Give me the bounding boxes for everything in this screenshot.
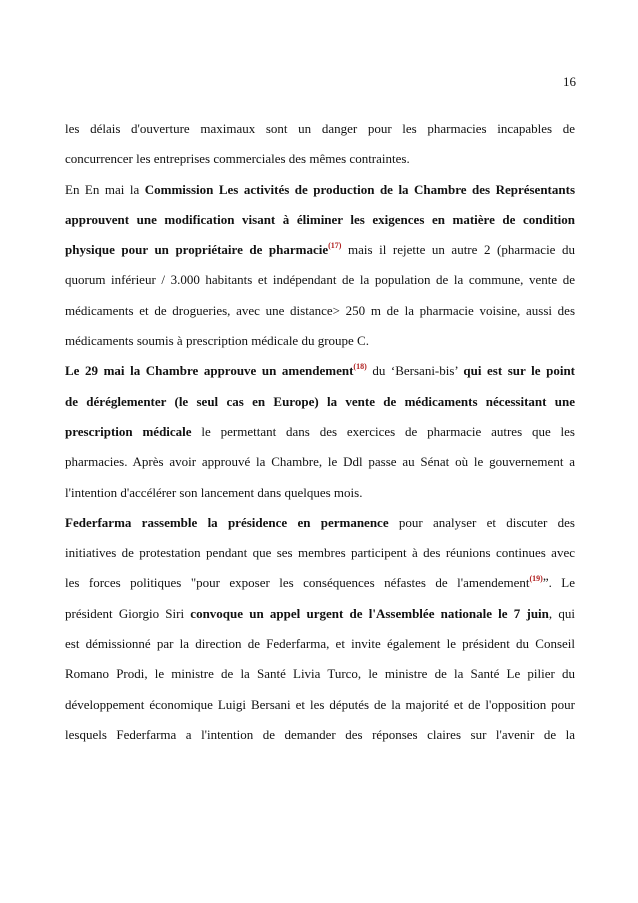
bold-text: qui est sur le point <box>463 363 575 379</box>
bold-text: physique pour un propriétaire de pharmacie <box>65 242 329 258</box>
bold-text: convoque un appel urgent de l'Assemblée nationale le 7 juin <box>190 605 549 621</box>
text-line <box>65 271 575 301</box>
text-line <box>65 574 575 604</box>
bold-text: de déréglementer (le seul cas en Europe) la vente de médicaments nécessitant une <box>65 393 575 409</box>
text-line <box>65 423 575 453</box>
line-text: initiatives de protestation pendant que ses membres participent à des réunions continues avec <box>65 545 575 561</box>
text-line <box>65 393 575 423</box>
text-line <box>65 544 575 574</box>
text-line <box>65 211 575 241</box>
bold-text: Federfarma rassemble la présidence en permanence <box>65 514 389 530</box>
line-text: quorum inférieur / 3.000 habitants et indépendant de la population de la commune, vente de <box>65 272 575 288</box>
text-line <box>65 150 575 180</box>
bold-text: prescription médicale <box>65 423 192 439</box>
line-text: président Giorgio Siri <box>65 605 191 621</box>
text-line <box>65 181 575 211</box>
line-text: médicaments et de drogueries, avec une distance> 250 m de la pharmacie voisine, aussi des <box>65 302 575 318</box>
text-line <box>65 120 575 150</box>
line-text: pharmacies. Après avoir approuvé la Chambre, le Ddl passe au Sénat où le gouvernement a <box>65 454 575 470</box>
line-text: lesquels Federfarma a l'intention de demander des réponses claires sur l'avenir de la <box>65 726 575 742</box>
line-text: ”. Le <box>542 575 575 591</box>
bold-text: Le 29 mai la Chambre approuve un amendement <box>65 363 354 379</box>
body-text <box>65 120 575 756</box>
line-text: le permettant dans des exercices de pharmacie autres que les <box>191 423 575 439</box>
line-text: les délais d'ouverture maximaux sont un danger pour les pharmacies incapables de <box>65 121 575 136</box>
text-line <box>65 635 575 665</box>
line-text: En En mai la <box>65 181 145 197</box>
bold-text: approuvent une modification visant à éliminer les exigences en matière de condition <box>65 211 575 227</box>
text-line <box>65 484 575 514</box>
page-number: 16 <box>563 74 576 89</box>
line-text: concurrencer les entreprises commerciales des mêmes contraintes. <box>65 151 410 167</box>
footnote-ref: (17) <box>328 241 342 251</box>
line-text: est démissionné par la direction de Federfarma, et invite également le président du Conseil <box>65 636 575 652</box>
line-text: pour analyser et discuter des <box>388 514 575 530</box>
line-text: développement économique Luigi Bersani et les députés de la majorité et de l'opposition pour <box>65 696 575 712</box>
text-line <box>65 302 575 332</box>
line-text: médicaments soumis à prescription médicale du groupe C. <box>65 333 369 349</box>
footnote-ref: (19) <box>529 574 543 584</box>
line-text: les forces politiques "pour exposer les conséquences néfastes de l'amendement <box>65 575 530 591</box>
text-line <box>65 514 575 544</box>
footnote-ref: (18) <box>353 362 367 372</box>
text-line <box>65 241 575 271</box>
bold-text: Commission Les activités de production de la Chambre des Représentants <box>144 181 576 197</box>
text-line <box>65 726 575 756</box>
text-line <box>65 362 575 392</box>
text-line <box>65 696 575 726</box>
text-line <box>65 665 575 695</box>
line-text: Romano Prodi, le ministre de la Santé Livia Turco, le ministre de la Santé Le pilier du <box>65 666 575 682</box>
text-line <box>65 605 575 635</box>
text-line <box>65 453 575 483</box>
line-text: , qui <box>548 605 575 621</box>
line-text: l'intention d'accélérer son lancement dans quelques mois. <box>65 484 363 500</box>
line-text: mais il rejette un autre 2 (pharmacie du <box>341 242 575 258</box>
text-line <box>65 332 575 362</box>
line-text: du ‘Bersani-bis’ <box>366 363 464 379</box>
